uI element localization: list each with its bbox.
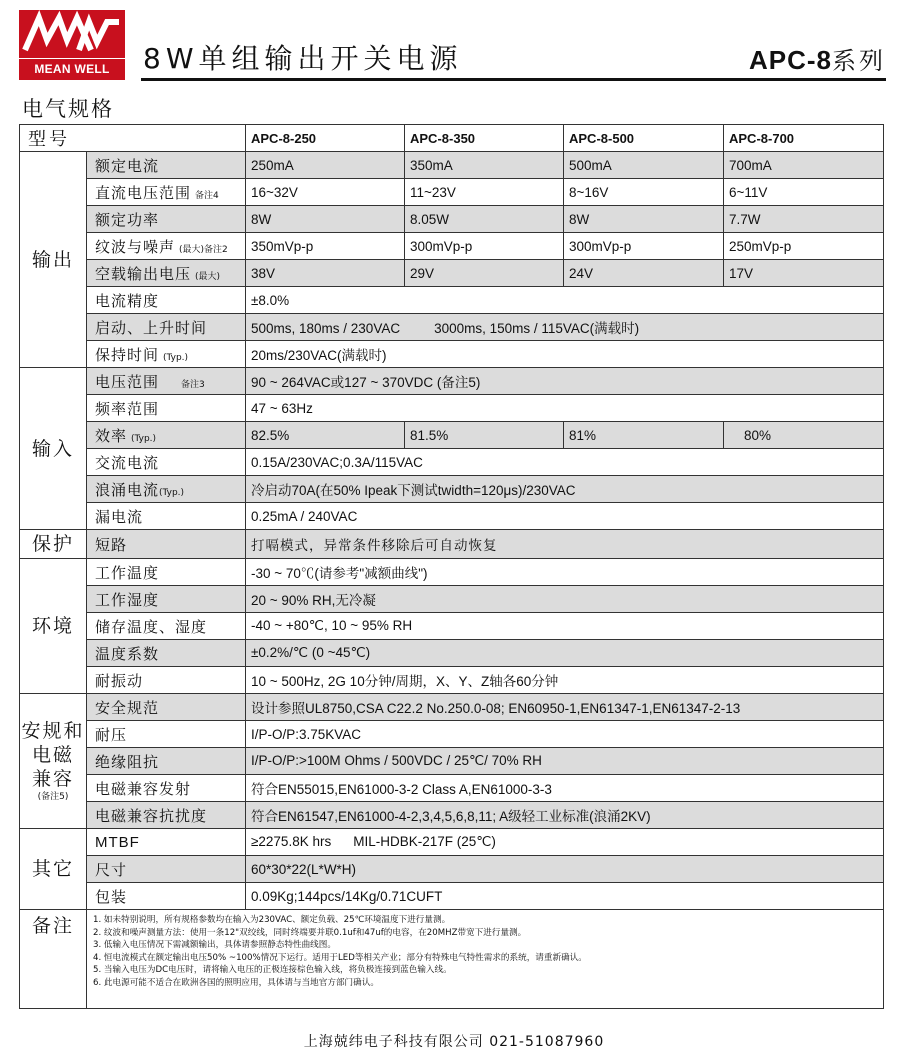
title-rule xyxy=(141,78,886,81)
cell-value: 24V xyxy=(564,260,724,287)
cell-value: 81.5% xyxy=(405,422,564,449)
cell-value xyxy=(246,829,884,856)
row-label: 交流电流 xyxy=(87,449,246,476)
cell-value: 500mA xyxy=(564,152,724,179)
cell-value: 81% xyxy=(564,422,724,449)
model-label: 型号 xyxy=(20,125,246,152)
table-row xyxy=(20,667,884,694)
model-250: APC-8-250 xyxy=(246,125,405,152)
group-notes: 备注 xyxy=(20,910,87,1009)
label-note: (Typ.) xyxy=(163,352,189,363)
model-row xyxy=(20,125,884,152)
cell-value: 300mVp-p xyxy=(564,233,724,260)
row-label: 工作温度 xyxy=(87,559,246,586)
table-row xyxy=(20,341,884,368)
group-line: 安规和 xyxy=(21,720,85,742)
cell-value: ±8.0% xyxy=(246,287,884,314)
row-label: 工作湿度 xyxy=(87,586,246,613)
cell-value: 打嗝模式，异常条件移除后可自动恢复 xyxy=(246,530,884,559)
row-label: 包装 xyxy=(87,883,246,910)
table-row xyxy=(20,368,884,395)
row-label: MTBF xyxy=(87,829,246,856)
cell-value: 80% xyxy=(724,422,884,449)
cell-value: 250mA xyxy=(246,152,405,179)
spec-table xyxy=(19,124,884,1009)
group-line: 电磁 xyxy=(31,744,74,766)
table-row xyxy=(20,856,884,883)
model-700: APC-8-700 xyxy=(724,125,884,152)
cell-value: 350mA xyxy=(405,152,564,179)
table-row xyxy=(20,314,884,341)
cell-value: I/P-O/P:>100M Ohms / 500VDC / 25℃/ 70% RH xyxy=(246,748,884,775)
row-label: 短路 xyxy=(87,530,246,559)
mw-mark-icon xyxy=(19,10,125,58)
note-item: 2. 纹波和噪声测量方法：使用一条12"双绞线，同时终端要并联0.1uf和47uf的电容，在20MHZ带宽下进行量测。 xyxy=(93,927,527,938)
note-item: 3. 低输入电压情况下需减额输出，具体请参照静态特性曲线图。 xyxy=(93,940,336,950)
cell-value: 20 ~ 90% RH,无冷凝 xyxy=(246,586,884,613)
table-row xyxy=(20,422,884,449)
cell-value: 符合EN61547,EN61000-4-2,3,4,5,6,8,11; A级轻工业标准(浪涌2KV) xyxy=(246,802,884,829)
label-text: 空载输出电压 xyxy=(95,264,192,283)
cell-value: 0.09Kg;144pcs/14Kg/0.71CUFT xyxy=(246,883,884,910)
cell-value: 17V xyxy=(724,260,884,287)
label-note: 备注3 xyxy=(181,379,205,390)
label-note: (Typ.) xyxy=(159,487,185,498)
label-text: 保持时间 xyxy=(95,345,160,364)
table-row xyxy=(20,287,884,314)
group-line: 兼容 xyxy=(31,768,74,790)
cell-value: 11~23V xyxy=(405,179,564,206)
label-note: 备注4 xyxy=(195,190,219,201)
label-text: 纹波与噪声 xyxy=(95,237,176,256)
table-row xyxy=(20,802,884,829)
row-label: 储存温度、湿度 xyxy=(87,613,246,640)
cell-value: -40 ~ +80℃, 10 ~ 95% RH xyxy=(246,613,884,640)
row-label: 电磁兼容发射 xyxy=(87,775,246,802)
group-environment: 环境 xyxy=(20,559,87,694)
row-label xyxy=(87,341,246,368)
table-row xyxy=(20,179,884,206)
table-row xyxy=(20,233,884,260)
logo-text: MEAN WELL xyxy=(19,59,125,80)
cell-value: 8W xyxy=(246,206,405,233)
table-row xyxy=(20,613,884,640)
row-label: 额定功率 xyxy=(87,206,246,233)
table-row xyxy=(20,152,884,179)
table-row xyxy=(20,449,884,476)
row-label xyxy=(87,233,246,260)
value-text: 3000ms, 150ms / 115VAC(满载时) xyxy=(434,321,640,336)
cell-value: 0.15A/230VAC;0.3A/115VAC xyxy=(246,449,884,476)
table-row xyxy=(20,476,884,503)
series-title xyxy=(749,44,886,77)
cell-value: 8~16V xyxy=(564,179,724,206)
cell-value: 60*30*22(L*W*H) xyxy=(246,856,884,883)
cell-value: 29V xyxy=(405,260,564,287)
row-label: 电磁兼容抗扰度 xyxy=(87,802,246,829)
label-text: 电压范围 xyxy=(95,372,160,391)
row-label: 频率范围 xyxy=(87,395,246,422)
value-text: ≥2275.8K hrs xyxy=(251,834,332,849)
page-title: 8W单组输出开关电源 xyxy=(143,42,463,75)
cell-value: 设计参照UL8750,CSA C22.2 No.250.0-08; EN60950-1,EN61347-1,EN61347-2-13 xyxy=(246,694,884,721)
table-row xyxy=(20,260,884,287)
section-title: 电气规格 xyxy=(22,97,114,121)
table-row xyxy=(20,694,884,721)
cell-value xyxy=(246,314,884,341)
footer-contact: 上海兢纬电子科技有限公司 021-51087960 xyxy=(303,1034,605,1050)
value-text: 500ms, 180ms / 230VAC xyxy=(251,321,401,336)
row-label: 温度系数 xyxy=(87,640,246,667)
row-label xyxy=(87,476,246,503)
row-label xyxy=(87,260,246,287)
table-row xyxy=(20,721,884,748)
cell-value: 300mVp-p xyxy=(405,233,564,260)
cell-value: 16~32V xyxy=(246,179,405,206)
row-label: 安全规范 xyxy=(87,694,246,721)
row-label: 耐振动 xyxy=(87,667,246,694)
table-row xyxy=(20,748,884,775)
cell-value: 250mVp-p xyxy=(724,233,884,260)
label-note: (最大) xyxy=(195,271,221,282)
cell-value: 冷启动70A(在50% Ipeak下测试twidth=120μs)/230VAC xyxy=(246,476,884,503)
row-label xyxy=(87,179,246,206)
row-label: 启动、上升时间 xyxy=(87,314,246,341)
row-label: 电流精度 xyxy=(87,287,246,314)
cell-value: I/P-O/P:3.75KVAC xyxy=(246,721,884,748)
cell-value: 82.5% xyxy=(246,422,405,449)
table-row xyxy=(20,586,884,613)
label-note: (最大)备注2 xyxy=(179,244,228,255)
group-note: (备注5) xyxy=(37,792,69,802)
row-label xyxy=(87,422,246,449)
row-label: 耐压 xyxy=(87,721,246,748)
value-text: MIL-HDBK-217F (25℃) xyxy=(353,834,496,849)
notes-list xyxy=(87,910,884,1009)
table-row xyxy=(20,640,884,667)
table-row xyxy=(20,395,884,422)
row-label: 额定电流 xyxy=(87,152,246,179)
note-item: 6. 此电源可能不适合在欧洲各国的照明应用，具体请与当地官方部门确认。 xyxy=(93,977,379,988)
series-suffix: 系列 xyxy=(832,47,886,75)
cell-value: 47 ~ 63Hz xyxy=(246,395,884,422)
group-output: 输出 xyxy=(20,152,87,368)
cell-value: 7.7W xyxy=(724,206,884,233)
cell-value: -30 ~ 70℃(请参考"减额曲线") xyxy=(246,559,884,586)
cell-value: 10 ~ 500Hz, 2G 10分钟/周期，X、Y、Z轴各60分钟 xyxy=(246,667,884,694)
table-row xyxy=(20,775,884,802)
model-500: APC-8-500 xyxy=(564,125,724,152)
row-label: 绝缘阻抗 xyxy=(87,748,246,775)
cell-value: 6~11V xyxy=(724,179,884,206)
table-row xyxy=(20,530,884,559)
group-input: 输入 xyxy=(20,368,87,530)
table-row xyxy=(20,883,884,910)
model-350: APC-8-350 xyxy=(405,125,564,152)
cell-value: 8W xyxy=(564,206,724,233)
cell-value: 350mVp-p xyxy=(246,233,405,260)
cell-value: 8.05W xyxy=(405,206,564,233)
cell-value: 90 ~ 264VAC或127 ~ 370VDC (备注5) xyxy=(246,368,884,395)
cell-value: 20ms/230VAC(满载时) xyxy=(246,341,884,368)
table-row xyxy=(20,206,884,233)
group-others: 其它 xyxy=(20,829,87,910)
cell-value: 38V xyxy=(246,260,405,287)
group-safety-emc xyxy=(20,694,87,829)
notes-row xyxy=(20,910,884,1009)
row-label: 漏电流 xyxy=(87,503,246,530)
cell-value: 700mA xyxy=(724,152,884,179)
group-protection: 保护 xyxy=(20,530,87,559)
label-text: 直流电压范围 xyxy=(95,183,192,202)
table-row xyxy=(20,503,884,530)
table-row xyxy=(20,829,884,856)
table-row xyxy=(20,559,884,586)
cell-value: ±0.2%/℃ (0 ~45℃) xyxy=(246,640,884,667)
cell-value: 0.25mA / 240VAC xyxy=(246,503,884,530)
label-text: 浪涌电流 xyxy=(95,480,160,499)
series-code: APC-8 xyxy=(748,45,832,75)
note-item: 5. 当输入电压为DC电压时，请将输入电压的正极连接棕色输入线，将负极连接到蓝色输入线。 xyxy=(93,965,452,975)
cell-value: 符合EN55015,EN61000-3-2 Class A,EN61000-3-3 xyxy=(246,775,884,802)
row-label: 尺寸 xyxy=(87,856,246,883)
row-label xyxy=(87,368,246,395)
label-text: 效率 xyxy=(95,426,128,445)
note-item: 4. 恒电流模式在额定输出电压50% ~100%情况下运行。适用于LED等相关产业；部分有特殊电气特性需求的系统，请重新确认。 xyxy=(93,952,587,963)
mean-well-logo xyxy=(19,10,125,80)
note-item: 1. 如未特别说明，所有规格参数均在输入为230VAC、额定负载、25℃环境温度下进行量测。 xyxy=(93,915,451,925)
label-note: (Typ.) xyxy=(131,433,157,444)
